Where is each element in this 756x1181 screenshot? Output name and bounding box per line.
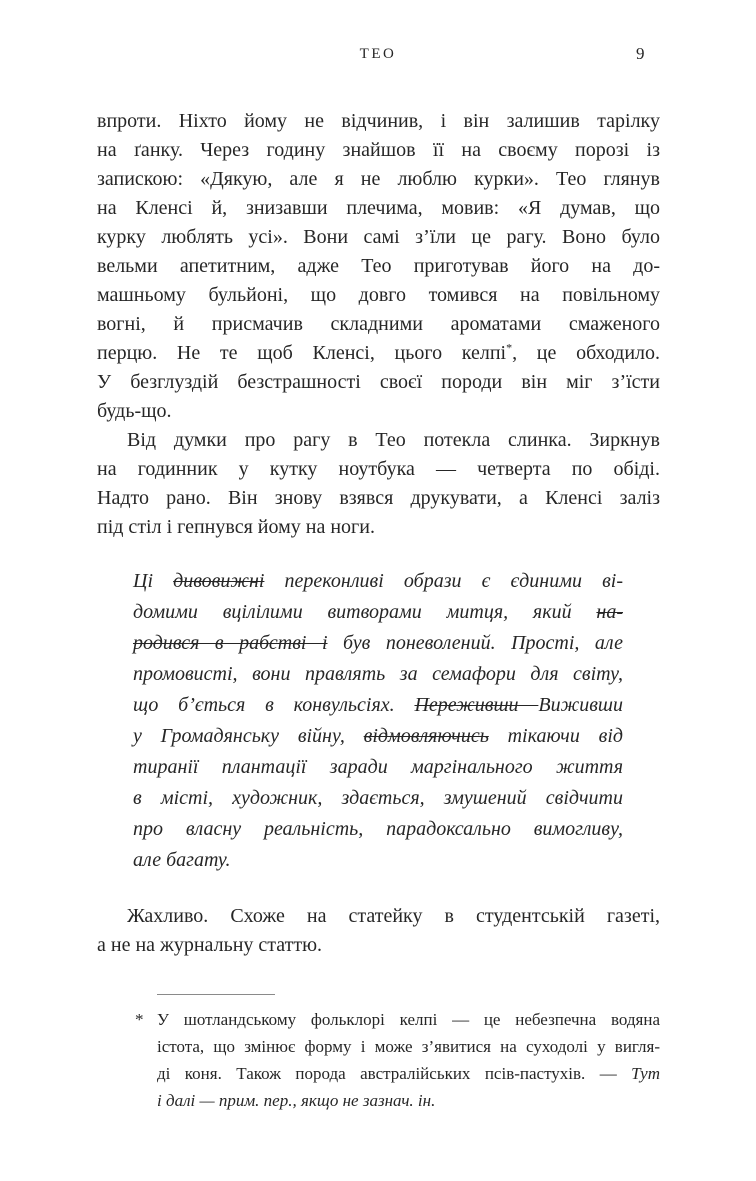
text-segment: будь-що. (97, 400, 172, 422)
text-segment: Від думки про рагу в Тео потекла слинка. Зиркнув (127, 429, 660, 451)
text-line (97, 902, 660, 931)
strikethrough-text: дивовижні (173, 570, 265, 592)
text-segment: а не на журнальну статтю. (97, 934, 323, 956)
text-segment: У безглуздій безстрашності своєї породи він міг з’їсти (97, 371, 660, 393)
page-number: 9 (636, 44, 645, 63)
text-line (157, 1033, 660, 1060)
strikethrough-text: родився в рабстві і (133, 632, 328, 654)
text-segment: вельми апетитним, адже Тео приготував його на до- (97, 255, 660, 277)
strikethrough-text: Переживши (414, 694, 539, 716)
text-line (97, 484, 660, 513)
text-segment: домими вцілілими витворами митця, який (133, 601, 597, 623)
text-line (133, 659, 623, 690)
text-segment: впроти. Ніхто йому не відчинив, і він залишив тарілку (97, 110, 660, 132)
text-line (133, 721, 623, 752)
text-segment: курку люблять усі». Вони самі з’їли це рагу. Воно було (97, 226, 660, 248)
text-line (97, 107, 660, 136)
text-line (133, 814, 623, 845)
paragraph-2 (97, 426, 660, 542)
text-line (97, 339, 660, 368)
footnote-marker: * (135, 1010, 144, 1029)
text-line (97, 310, 660, 339)
footnote-separator-rule (157, 994, 275, 995)
text-segment: під стіл і гепнувся йому на ноги. (97, 516, 375, 538)
text-line (97, 513, 660, 542)
text-line (133, 566, 623, 597)
text-segment: запискою: «Дякую, але я не люблю курки». Тео глянув (97, 168, 660, 190)
text-segment: в місті, художник, здається, змушений свідчити (133, 787, 623, 809)
text-segment: вогні, й присмачив складними ароматами смаженого (97, 313, 660, 335)
text-segment: Надто рано. Він знову взявся друкувати, а Кленсі заліз (97, 487, 660, 509)
text-line (97, 931, 660, 960)
text-line (133, 690, 623, 721)
text-segment: , це обходило. (512, 342, 661, 364)
text-segment: ді коня. Також порода австралійських псів-пастухів. — (157, 1064, 632, 1083)
text-segment: Виживши (538, 694, 623, 716)
text-segment: тиранії плантації заради маргінального життя (133, 756, 623, 778)
edited-quote-block (133, 566, 623, 876)
text-line (133, 783, 623, 814)
text-segment: Ці (133, 570, 174, 592)
text-line (133, 628, 623, 659)
text-line (97, 252, 660, 281)
text-line (97, 397, 660, 426)
text-segment: на ґанку. Через годину знайшов її на своєму порозі із (97, 139, 660, 161)
strikethrough-text: відмовляючись (363, 725, 489, 747)
text-line (157, 1087, 660, 1114)
footnote (97, 994, 660, 1114)
text-segment: Тут (631, 1064, 660, 1083)
text-line (97, 165, 660, 194)
text-segment: про власну реальність, парадоксально вимогливу, (133, 818, 623, 840)
text-segment: Жахливо. Схоже на статейку в студентській газеті, (127, 905, 660, 927)
text-segment: і далі — прим. пер., якщо не зазнач. ін. (157, 1091, 436, 1110)
page-header (97, 0, 659, 63)
strikethrough-text: на- (596, 601, 623, 623)
text-line (97, 426, 660, 455)
text-segment: був поневолений. Прості, але (327, 632, 623, 654)
text-line (133, 597, 623, 628)
text-line (133, 845, 623, 876)
text-segment: на годинник у кутку ноутбука — четверта по обіді. (97, 458, 660, 480)
text-line (157, 1060, 660, 1087)
footnote-reference-asterisk: * (506, 340, 513, 355)
text-segment: перцю. Не те щоб Кленсі, цього келпі (97, 342, 507, 364)
text-line (97, 281, 660, 310)
running-title: ТЕО (359, 46, 397, 62)
text-line (97, 368, 660, 397)
footnote-text (157, 1006, 660, 1114)
text-segment: істота, що змінює форму і може з’явитися на суходолі у вигля- (157, 1037, 660, 1056)
text-segment: машньому бульйоні, що довго томився на повільному (97, 284, 660, 306)
text-line (157, 1006, 660, 1033)
text-segment: на Кленсі й, знизавши плечима, мовив: «Я думав, що (97, 197, 660, 219)
footnote-row (135, 1006, 660, 1114)
text-segment: але багату. (133, 849, 231, 871)
text-segment: промовисті, вони правлять за семафори для світу, (133, 663, 623, 685)
text-line (97, 194, 660, 223)
text-segment: у Громадянську війну, (133, 725, 364, 747)
text-line (133, 752, 623, 783)
paragraph-3 (97, 902, 660, 960)
text-segment: переконливі образи є єдиними ві- (264, 570, 624, 592)
paragraph-continuation (97, 107, 660, 426)
text-segment: тікаючи від (488, 725, 623, 747)
text-line (97, 455, 660, 484)
text-segment: У шотландському фольклорі келпі — це небезпечна водяна (157, 1010, 660, 1029)
page-body (97, 107, 660, 1114)
text-line (97, 223, 660, 252)
text-segment: що б’ється в конвульсіях. (133, 694, 415, 716)
text-line (97, 136, 660, 165)
